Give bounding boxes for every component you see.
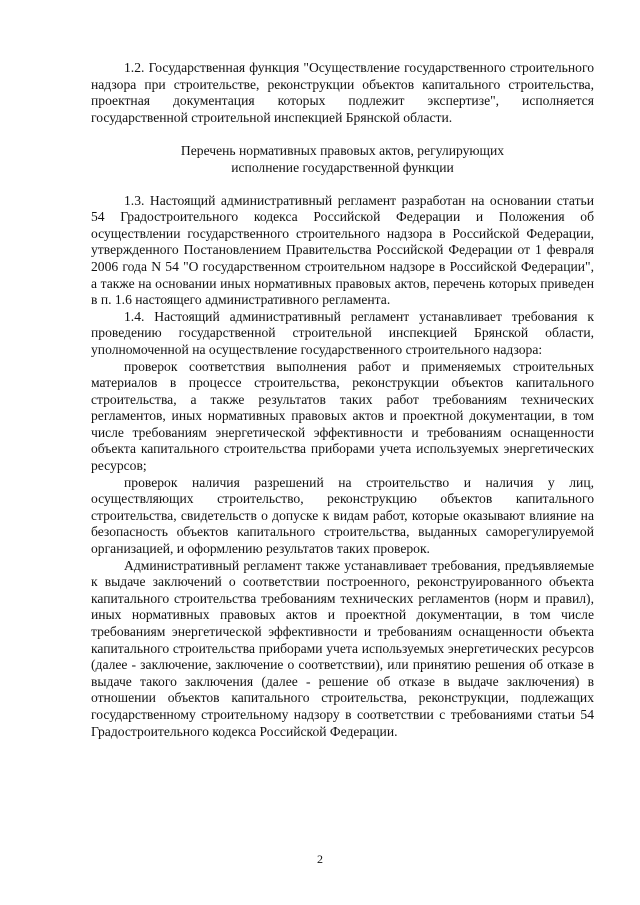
paragraph-1-2: 1.2. Государственная функция "Осуществление государственного строительного надзора при строительстве, реконструкции объектов капитального строительства, проектная документация которых подлежит экспертизе", исполняется государственной строительной инспекцией Брянской области. xyxy=(91,60,594,125)
paragraph-admin-requirements: Административный регламент также устанавливает требования, предъявляемые к выдаче заключений о соответствии построенного, реконструированного объекта капитального строительства требованиям технических регламентов (норм и правил), иных нормативных правовых актов и проектной документации, в том числе требованиям энергетической эффективности и требованиям оснащенности объекта капитального строительства приборами учета используемых энергетических ресурсов (далее - заключение, заключение о соответствии), или принятию решения об отказе в выдаче такого заключения (далее - решение об отказе в выдаче заключения) в отношении объектов капитального строительства, реконструкции, подлежащих государственному строительному надзору в соответствии с требованиями статьи 54 Градостроительного кодекса Российской Федерации. xyxy=(91,557,594,739)
page-number: 2 xyxy=(317,852,323,866)
paragraph-check-permits: проверок наличия разрешений на строительство и наличия у лиц, осуществляющих строительство, реконструкцию объектов капитального строительства, свидетельств о допуске к видам работ, которые оказывают влияние на безопасность объектов капитального строительства, выданных саморегулируемой организацией, и оформлению результатов таких проверок. xyxy=(91,474,594,557)
paragraph-1-4: 1.4. Настоящий административный регламент устанавливает требования к проведению государственной строительной инспекцией Брянской области, уполномоченной на осуществление государственного строительного надзора: xyxy=(91,308,594,357)
section-heading-line-2: исполнение государственной функции xyxy=(231,159,454,175)
paragraph-check-compliance: проверок соответствия выполнения работ и применяемых строительных материалов в процессе строительства, реконструкции объектов капитального строительства, а также результатов таких работ требованиям технических регламентов, иных нормативных правовых актов и проектной документации, в том числе требованиям энергетической эффективности и требованиям оснащенности объекта капитального строительства приборами учета используемых энергетических ресурсов; xyxy=(91,358,594,474)
section-heading xyxy=(91,143,594,176)
document-body xyxy=(91,60,594,740)
section-heading-line-1: Перечень нормативных правовых актов, регулирующих xyxy=(180,143,505,159)
paragraph-1-3: 1.3. Настоящий административный регламент разработан на основании статьи 54 Градостроительного кодекса Российской Федерации и Положения об осуществлении государственного строительного надзора в Российской Федерации, утвержденного Постановлением Правительства Российской Федерации от 1 февраля 2006 года N 54 "О государственном строительном надзоре в Российской Федерации", а также на основании иных нормативных правовых актов, перечень которых приведен в п. 1.6 настоящего административного регламента. xyxy=(91,192,594,308)
